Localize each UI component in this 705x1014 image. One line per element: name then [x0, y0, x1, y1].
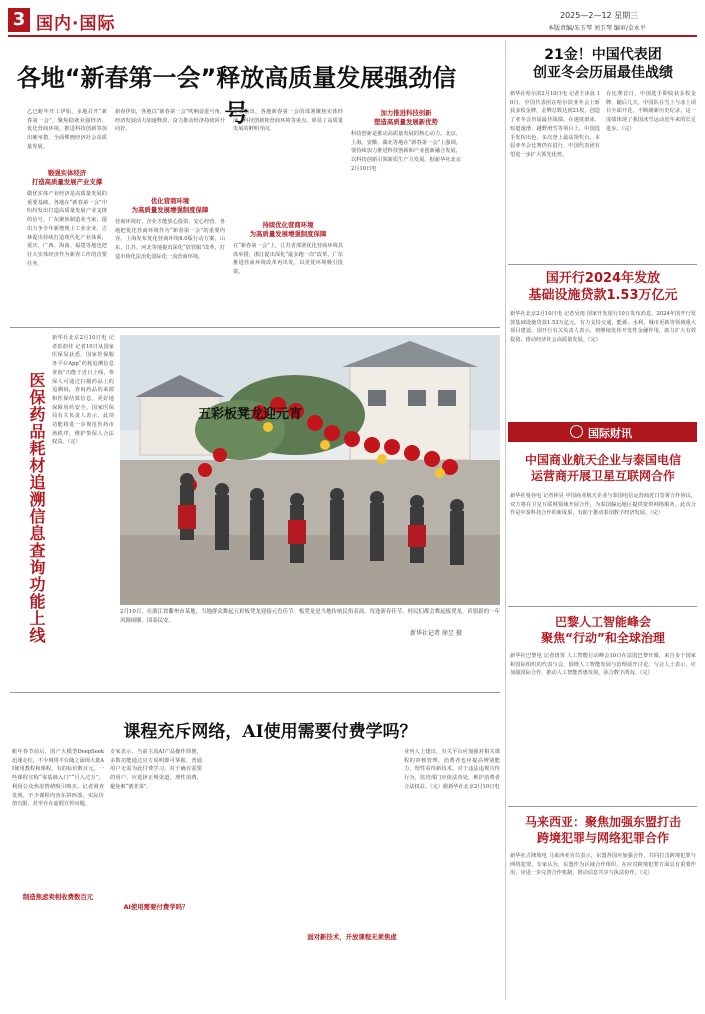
lead-intro: 乙巳蛇年开工伊始，多地召开“新春第一会”，聚焦稳就业强经济、优化营商环境、推进科技创新等加出硬举措，全面擘画经济社会高质量发展。	[27, 109, 107, 150]
fund-body: 新华社北京2月10日电 记者吴雨 国家开发银行10日发布消息，2024年国开行发放基础设施贷款1.53万亿元，有力支持交通、能源、水利、城市更新等领域重大项目建设。国开行有关负责人表示，将继续发挥开发性金融作用，助力扩大有效投资，推动经济社会高质量发展。（完）	[510, 311, 696, 344]
masthead-rule	[8, 35, 697, 37]
lead-body-6: 专家指出，各地新春第一会的部署聚焦实体经济、科技创新和营商环境等重点，彰显了高质量发展的鲜明导向。	[233, 109, 343, 133]
world-news2-headline: 巴黎人工智能峰会 聚焦“行动”和全球治理	[541, 615, 665, 645]
news21-body-2: 在比赛首日，中国选手即收获多枚金牌。随后几天，中国队在雪上与冰上项目全面开花，不断刷新历史纪录。这一成绩体现了我国冰雪运动近年来的长足进步。（完）	[606, 91, 696, 132]
page-number: 3	[12, 9, 26, 30]
photo-caption: 2月10日，在浙江省衢州市某地，当地群众舞起五彩板凳龙迎接元宵佳节。板凳龙是当地传统民俗表演，每逢新春佳节，村民们都会舞起板凳龙，祈愿新的一年风调雨顺、国泰民安。	[120, 609, 500, 624]
ai-body-3: 业内人士建议，有关平台应加强对相关课程的审核管理，消费者也应提高辨别能力，理性看待新技术。对于违法违规宣传行为，监管部门应依法查处，维护消费者合法权益。（完）据新华社北京2月10日电	[404, 749, 500, 790]
ai-column-3	[208, 748, 300, 1006]
world-news3-headline: 马来西亚：聚焦加强东盟打击 跨境犯罪与网络犯罪合作	[524, 815, 681, 845]
lead-column-1	[27, 108, 107, 323]
page-number-badge	[8, 8, 30, 32]
ai-column-4	[306, 748, 398, 1006]
side-headline: 医保药品耗材追溯信息查询功能上线	[27, 372, 46, 644]
lead-body-4: 科技创新是推动高质量发展的核心动力。北京、上海、安徽、湖北等地在“新春第一会”上强调，要持续加力推进科技创新和产业创新融合发展，以科技创新引领新质生产力发展。据新华社北京2月10日电	[351, 131, 461, 172]
ai-column-5	[404, 748, 500, 1006]
right-rule-3	[508, 806, 697, 807]
lead-bottom-rule	[10, 327, 500, 328]
photo-credit: 新华社记者 徐昱 摄	[410, 630, 462, 637]
side-body: 新华社北京2月10日电 记者彭韵佳 记者10日从国家医保局获悉，国家医保服务平台App“药耗追溯信息查询”功能于近日上线，参保人可通过扫描药品上的追溯码，查询药品的来源和医保结算信息，更好地保障用药安全。国家医保局有关负责人表示，此项功能将进一步规范医药市场秩序，维护参保人合法权益。（完）	[52, 335, 114, 446]
world-news1-headline: 中国商业航天企业与泰国电信 运营商开展卫星互联网合作	[524, 453, 681, 483]
photo-title: 五彩板凳龙迎元宵	[197, 407, 302, 422]
ai-column-1	[12, 748, 104, 1006]
lead-column-3	[233, 108, 343, 323]
world-news1-body: 新华社曼谷电 记者林昊 中国商业航天企业与泰国电信运营商近日签署合作协议，双方将在卫星互联网领域开展合作，为泰国偏远地区提供宽带网络服务。此次合作是中泰科技合作的新成果，有助于推动泰国数字经济发展。（完）	[510, 493, 696, 517]
ai-column-2	[110, 748, 202, 1006]
issue-date: 2025—2—12 星期三	[560, 11, 639, 20]
world-news3-body: 新华社吉隆坡电 马来西亚官员表示，东盟各国应加强合作，共同打击跨境犯罪与网络犯罪。专家认为，东盟作为区域合作组织，在应对跨境犯罪方面具有重要作用，应进一步完善合作机制，推动信息共享与执法协作。（完）	[510, 853, 696, 877]
ai-headline: 课程充斥网络，AI使用需要付费学吗？	[123, 722, 417, 742]
lead-subhead-4: 加力推进科技创新 塑造高质量发展新优势	[374, 109, 438, 126]
news21-body: 新华社哈尔滨2月10日电 记者王沐晨 10日，中国代表团在哈尔滨亚冬会上斩获多枚金牌，金牌总数达到21枚，创造了亚冬会历届最佳战绩。在速度滑冰、短道速滑、越野滑雪等项目上，中国选手发挥出色，多次登上最高领奖台。本届亚冬会比赛仍在进行，中国代表团有望进一步扩大领先优势。	[510, 91, 600, 158]
mid-rule	[10, 692, 500, 693]
world-news2-body: 新华社巴黎电 记者唐霁 人工智能行动峰会10日在法国巴黎开幕，来自多个国家和国际组织的代表与会，围绕人工智能发展与治理展开讨论。与会人士表示，应加强国际合作，推动人工智能普惠发展，弥合数字鸿沟。（完）	[510, 653, 696, 677]
fund-headline: 国开行2024年发放 基础设施贷款1.53万亿元	[528, 271, 678, 303]
lead-subhead-3: 持续优化营商环境 为高质量发展增强制度保障	[249, 221, 327, 238]
news21-headline: 21金！中国代表团 创亚冬会历届最佳战绩	[533, 47, 673, 81]
world-banner	[508, 422, 697, 442]
lead-subhead-2: 优化营商环境 为高质量发展增强制度保障	[131, 197, 209, 214]
ai-subhead-3: 面对新技术，开放课程无须焦虑	[307, 933, 397, 941]
globe-icon	[570, 425, 583, 438]
lead-column-5	[469, 108, 499, 323]
lead-column-4	[351, 108, 461, 323]
lead-body-5: 新春伊始，各地以“新春第一会”吹响奋进号角，经济发展活力加速释放，奋力推动经济持续回升向好。	[115, 109, 225, 133]
lead-body-3: 在“新春第一会”上，江苏省部署优化营商环境具体举措，浙江提出深化“最多跑一次”改革，广东推进营商环境改革再出发，以更优环境吸引投资。	[233, 243, 343, 276]
column-divider-main	[505, 40, 506, 1000]
ai-subhead-1: 制造焦虑卖相收费数百元	[22, 893, 94, 901]
right-rule-1	[508, 264, 697, 265]
lead-column-2	[115, 108, 225, 323]
right-rule-2	[508, 606, 697, 607]
ai-body-2: 专家表示，当前主流AI产品操作简便，多数功能通过官方说明即可掌握，普通用户无需为此付费学习。对于确有需要的用户，应选择正规渠道，理性消费，避免被“割韭菜”。	[110, 749, 202, 790]
lead-body-2: 营商环境好，企业才能放心投资、安心经营。各地把优化营商环境作为“新春第一会”的重要内容。上海发布优化营商环境8.0版行动方案，山东、江苏、河北等地提出深化“放管服”改革，打造市场化法治化国际化一流营商环境。	[115, 219, 225, 260]
ai-subhead-2: AI使用需要付费学吗？	[123, 903, 189, 911]
lead-body-1: 做优实体产业经济是高质量发展的重要基础。各地在“新春第一会”中纷纷发出打造高质量发展产业支撑的信号。广东聚焦制造业当家，提出力争全年新增规上工业企业，吉林提出持续打造现代化产业体系，重庆、广西、海南、福建等地也把壮大实体经济作为新春工作的首要任务。	[27, 191, 107, 267]
world-banner-label: 国际财讯	[588, 427, 632, 440]
lead-subhead-1: 锻强实体经济 打造高质量发展产业支撑	[31, 169, 103, 186]
section-title: 国内·国际	[36, 14, 116, 34]
editors-line: 本版责编/朱玉琴 刘玉琴 编审/金永平	[548, 25, 646, 32]
ai-body-1: 蛇年春节前后，国产大模型DeepSeek迅速走红，不少网络平台随之涌现大量AI使用教程和课程，有的标价数百元。一些课程宣称“零基础入门”“月入过万”，利用公众焦虑情绪吸引购买。记者调查发现，不少课程内容东拼西凑，实际价值有限，甚至存在虚假宣传问题。	[12, 749, 104, 808]
lantern-festival-photo	[120, 335, 500, 605]
lead-headline: 各地“新春第一会”释放高质量发展强劲信号	[16, 64, 457, 127]
